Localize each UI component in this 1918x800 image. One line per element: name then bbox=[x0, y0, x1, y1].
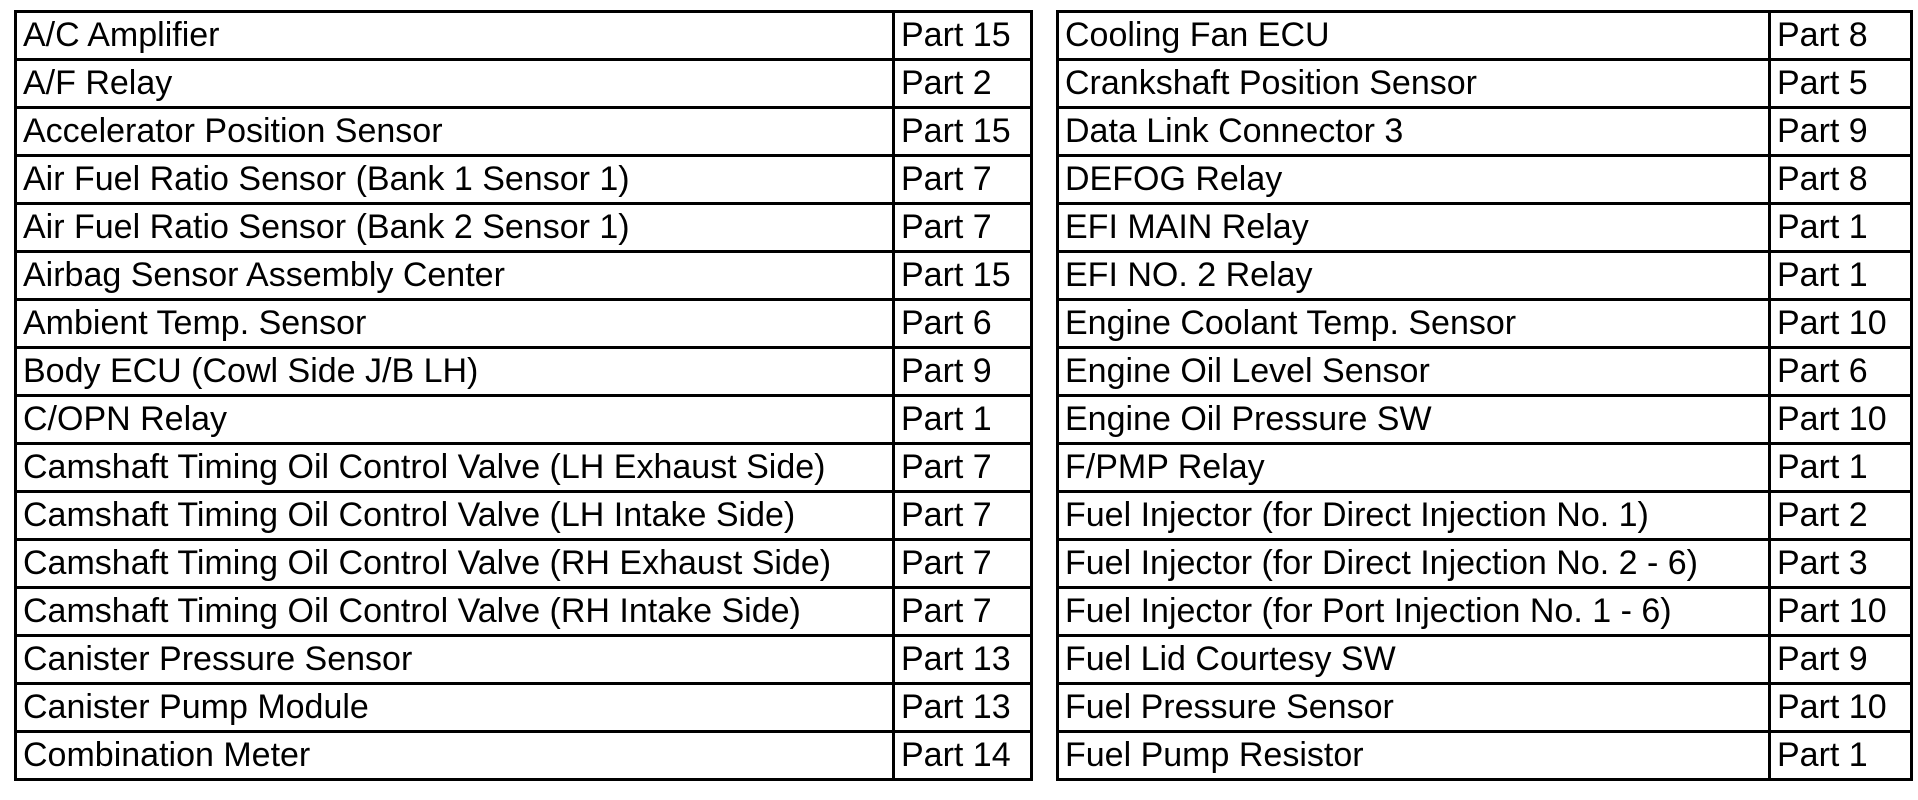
column-gap bbox=[1032, 444, 1058, 492]
right-component-name: Engine Oil Level Sensor bbox=[1058, 348, 1770, 396]
left-component-name: A/C Amplifier bbox=[16, 12, 894, 60]
left-part-ref: Part 7 bbox=[894, 492, 1032, 540]
left-part-ref: Part 13 bbox=[894, 684, 1032, 732]
right-component-name: Data Link Connector 3 bbox=[1058, 108, 1770, 156]
right-part-ref: Part 8 bbox=[1770, 12, 1912, 60]
left-component-name: Canister Pump Module bbox=[16, 684, 894, 732]
column-gap bbox=[1032, 252, 1058, 300]
left-component-name: Body ECU (Cowl Side J/B LH) bbox=[16, 348, 894, 396]
right-component-name: F/PMP Relay bbox=[1058, 444, 1770, 492]
left-part-ref: Part 9 bbox=[894, 348, 1032, 396]
left-component-name: Ambient Temp. Sensor bbox=[16, 300, 894, 348]
left-part-ref: Part 15 bbox=[894, 252, 1032, 300]
component-index-table bbox=[14, 10, 1913, 781]
left-part-ref: Part 15 bbox=[894, 108, 1032, 156]
right-component-name: Fuel Lid Courtesy SW bbox=[1058, 636, 1770, 684]
right-part-ref: Part 1 bbox=[1770, 444, 1912, 492]
right-part-ref: Part 10 bbox=[1770, 588, 1912, 636]
left-component-name: Camshaft Timing Oil Control Valve (LH Intake Side) bbox=[16, 492, 894, 540]
column-gap bbox=[1032, 732, 1058, 780]
left-component-name: C/OPN Relay bbox=[16, 396, 894, 444]
left-component-name: Air Fuel Ratio Sensor (Bank 2 Sensor 1) bbox=[16, 204, 894, 252]
left-component-name: Air Fuel Ratio Sensor (Bank 1 Sensor 1) bbox=[16, 156, 894, 204]
column-gap bbox=[1032, 636, 1058, 684]
right-part-ref: Part 1 bbox=[1770, 252, 1912, 300]
column-gap bbox=[1032, 156, 1058, 204]
left-component-name: Camshaft Timing Oil Control Valve (RH Exhaust Side) bbox=[16, 540, 894, 588]
column-gap bbox=[1032, 204, 1058, 252]
left-component-name: Canister Pressure Sensor bbox=[16, 636, 894, 684]
left-part-ref: Part 7 bbox=[894, 588, 1032, 636]
left-component-name: A/F Relay bbox=[16, 60, 894, 108]
left-part-ref: Part 14 bbox=[894, 732, 1032, 780]
left-part-ref: Part 6 bbox=[894, 300, 1032, 348]
right-component-name: Fuel Pressure Sensor bbox=[1058, 684, 1770, 732]
left-component-name: Airbag Sensor Assembly Center bbox=[16, 252, 894, 300]
left-part-ref: Part 7 bbox=[894, 444, 1032, 492]
left-part-ref: Part 15 bbox=[894, 12, 1032, 60]
table-row bbox=[16, 108, 1912, 156]
right-part-ref: Part 1 bbox=[1770, 732, 1912, 780]
right-part-ref: Part 10 bbox=[1770, 684, 1912, 732]
left-component-name: Camshaft Timing Oil Control Valve (LH Exhaust Side) bbox=[16, 444, 894, 492]
table-row bbox=[16, 684, 1912, 732]
column-gap bbox=[1032, 588, 1058, 636]
column-gap bbox=[1032, 300, 1058, 348]
table-row bbox=[16, 444, 1912, 492]
table-row bbox=[16, 636, 1912, 684]
right-part-ref: Part 2 bbox=[1770, 492, 1912, 540]
column-gap bbox=[1032, 60, 1058, 108]
right-component-name: Engine Coolant Temp. Sensor bbox=[1058, 300, 1770, 348]
table-row bbox=[16, 204, 1912, 252]
table-row bbox=[16, 396, 1912, 444]
table-row bbox=[16, 300, 1912, 348]
table-row bbox=[16, 12, 1912, 60]
column-gap bbox=[1032, 348, 1058, 396]
table-row bbox=[16, 156, 1912, 204]
column-gap bbox=[1032, 684, 1058, 732]
right-component-name: DEFOG Relay bbox=[1058, 156, 1770, 204]
table-row bbox=[16, 732, 1912, 780]
table-row bbox=[16, 252, 1912, 300]
right-part-ref: Part 9 bbox=[1770, 636, 1912, 684]
right-part-ref: Part 3 bbox=[1770, 540, 1912, 588]
right-part-ref: Part 8 bbox=[1770, 156, 1912, 204]
right-part-ref: Part 9 bbox=[1770, 108, 1912, 156]
right-component-name: Crankshaft Position Sensor bbox=[1058, 60, 1770, 108]
right-component-name: Fuel Injector (for Direct Injection No. 1) bbox=[1058, 492, 1770, 540]
left-part-ref: Part 1 bbox=[894, 396, 1032, 444]
right-component-name: Fuel Pump Resistor bbox=[1058, 732, 1770, 780]
right-component-name: EFI MAIN Relay bbox=[1058, 204, 1770, 252]
right-component-name: EFI NO. 2 Relay bbox=[1058, 252, 1770, 300]
table-row bbox=[16, 348, 1912, 396]
left-part-ref: Part 7 bbox=[894, 156, 1032, 204]
column-gap bbox=[1032, 396, 1058, 444]
left-part-ref: Part 7 bbox=[894, 540, 1032, 588]
right-component-name: Engine Oil Pressure SW bbox=[1058, 396, 1770, 444]
right-part-ref: Part 1 bbox=[1770, 204, 1912, 252]
column-gap bbox=[1032, 540, 1058, 588]
right-part-ref: Part 6 bbox=[1770, 348, 1912, 396]
right-part-ref: Part 10 bbox=[1770, 396, 1912, 444]
left-part-ref: Part 2 bbox=[894, 60, 1032, 108]
right-part-ref: Part 10 bbox=[1770, 300, 1912, 348]
left-part-ref: Part 13 bbox=[894, 636, 1032, 684]
table-row bbox=[16, 492, 1912, 540]
component-index-body bbox=[16, 12, 1912, 780]
left-component-name: Camshaft Timing Oil Control Valve (RH Intake Side) bbox=[16, 588, 894, 636]
right-component-name: Fuel Injector (for Port Injection No. 1 - 6) bbox=[1058, 588, 1770, 636]
right-component-name: Cooling Fan ECU bbox=[1058, 12, 1770, 60]
left-part-ref: Part 7 bbox=[894, 204, 1032, 252]
table-row bbox=[16, 60, 1912, 108]
left-component-name: Accelerator Position Sensor bbox=[16, 108, 894, 156]
column-gap bbox=[1032, 492, 1058, 540]
column-gap bbox=[1032, 12, 1058, 60]
right-part-ref: Part 5 bbox=[1770, 60, 1912, 108]
table-row bbox=[16, 588, 1912, 636]
column-gap bbox=[1032, 108, 1058, 156]
left-component-name: Combination Meter bbox=[16, 732, 894, 780]
table-row bbox=[16, 540, 1912, 588]
right-component-name: Fuel Injector (for Direct Injection No. 2 - 6) bbox=[1058, 540, 1770, 588]
